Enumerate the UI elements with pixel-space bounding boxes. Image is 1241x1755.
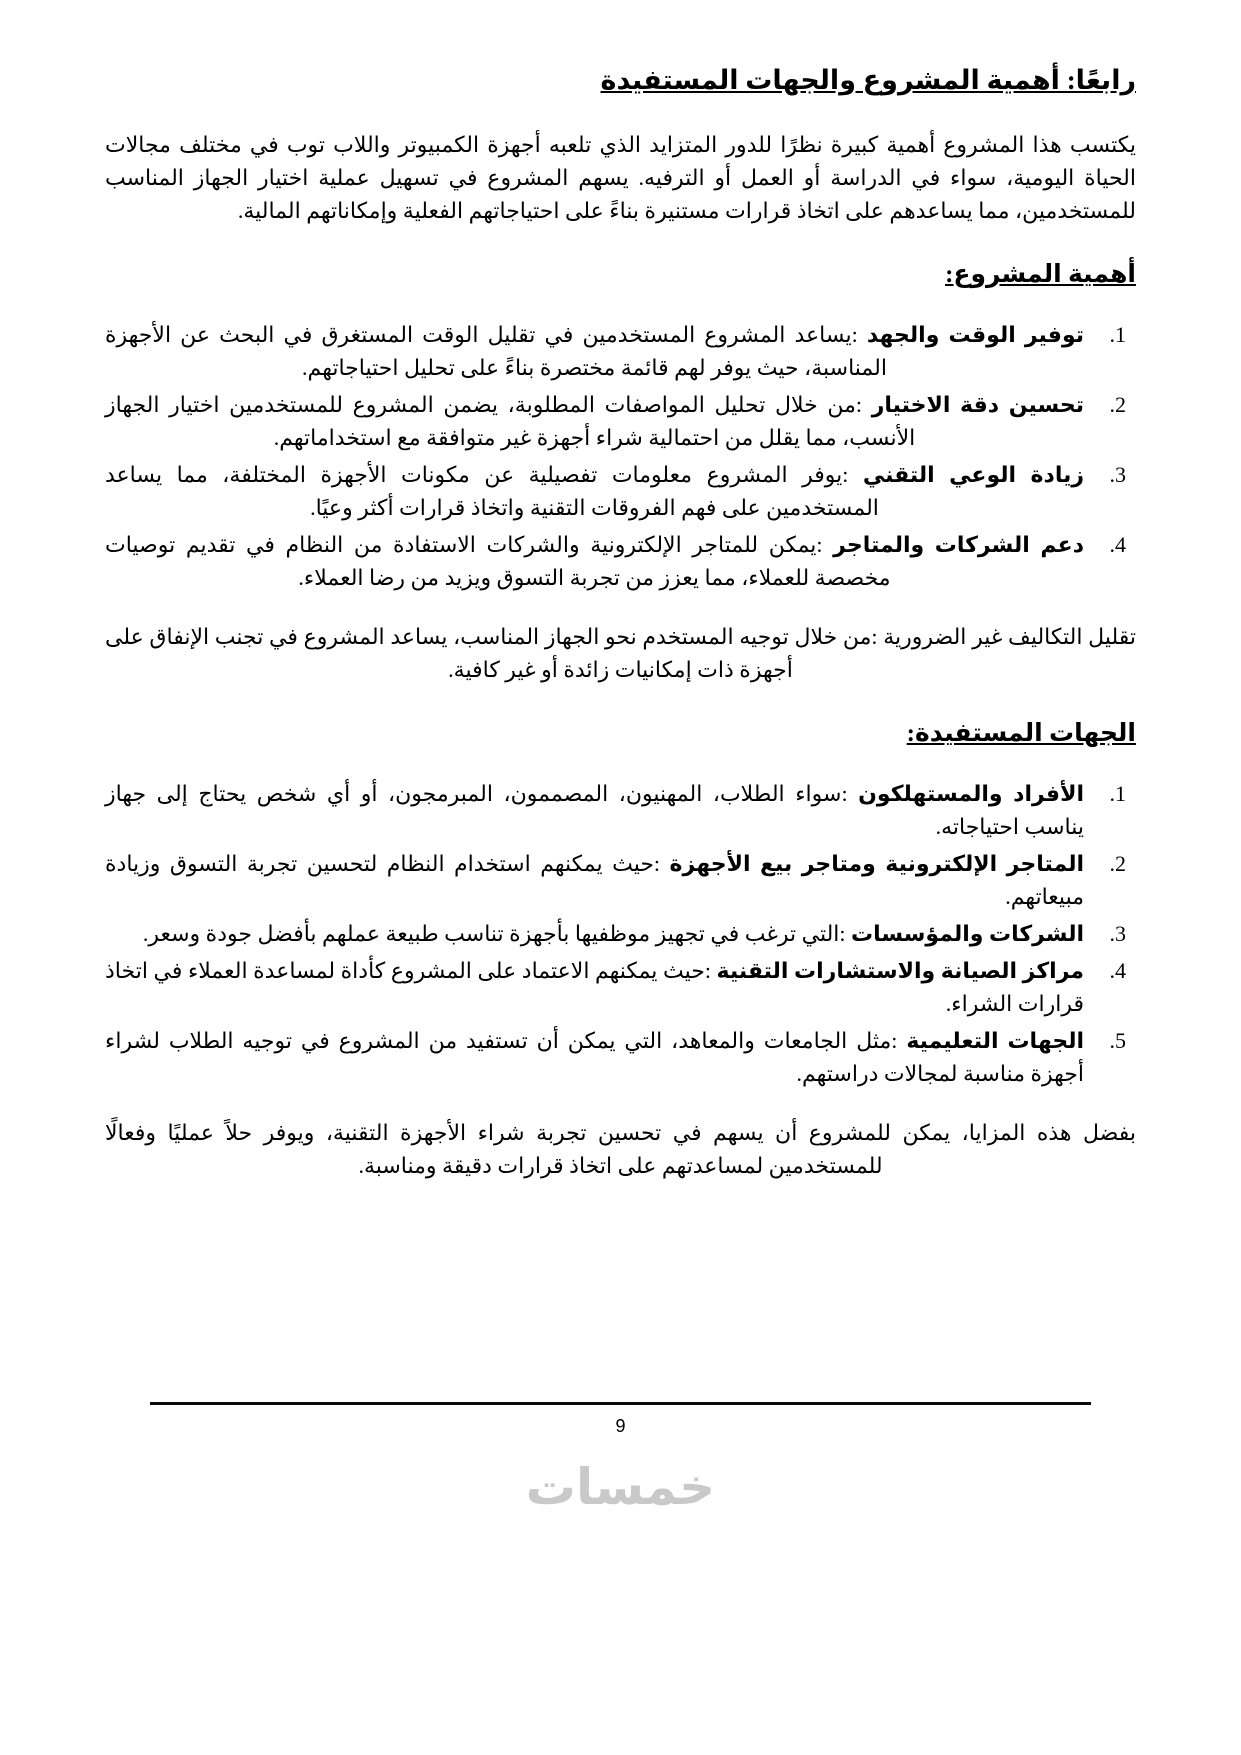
list-item-lead: الجهات التعليمية [906, 1027, 1084, 1053]
list-item-lead: مراكز الصيانة والاستشارات التقنية [716, 957, 1084, 983]
list-item-text: :يوفر المشروع معلومات تفصيلية عن مكونات الأجهزة المختلفة، مما يساعد المستخدمين على فهم الفروقات التقنية واتخاذ قرارات أكثر وعيًا. [105, 461, 879, 520]
list-item [105, 458, 1136, 524]
list-item-lead: الأفراد والمستهلكون [858, 780, 1084, 806]
list-item-text: :مثل الجامعات والمعاهد، التي يمكن أن تستفيد من المشروع في توجيه الطلاب لشراء أجهزة مناسبة لمجالات دراستهم. [105, 1027, 1084, 1086]
list-item-lead: توفير الوقت والجهد [866, 321, 1084, 347]
importance-heading: أهمية المشروع: [945, 260, 1136, 288]
list-item-text: :يساعد المشروع المستخدمين في تقليل الوقت المستغرق في البحث عن الأجهزة المناسبة، حيث يوفر لهم قائمة مختصرة بناءً على تحليل احتياجاتهم. [105, 321, 887, 380]
closing-paragraph: بفضل هذه المزايا، يمكن للمشروع أن يسهم في تحسين تجربة شراء الأجهزة التقنية، ويوفر حلاً عمليًا وفعالًا للمستخدمين لمساعدتهم على اتخاذ قرارات دقيقة ومناسبة. [105, 1119, 1136, 1178]
list-item [105, 1024, 1136, 1090]
list-item [105, 847, 1136, 913]
list-number: 1. [1109, 780, 1126, 806]
list-item-lead: تحسين دقة الاختيار [871, 391, 1084, 417]
list-item-lead: زيادة الوعي التقني [862, 461, 1085, 487]
beneficiaries-list [105, 777, 1136, 1090]
list-item [105, 388, 1136, 454]
list-number: 4. [1109, 957, 1126, 983]
list-number: 2. [1109, 391, 1126, 417]
list-item-text: :حيث يمكنهم الاعتماد على المشروع كأداة لمساعدة العملاء في اتخاذ قرارات الشراء. [105, 957, 1084, 1016]
list-number: 5. [1109, 1027, 1126, 1053]
list-number: 3. [1109, 461, 1126, 487]
list-item [105, 528, 1136, 594]
list-item-text: :التي ترغب في تجهيز موظفيها بأجهزة تناسب طبيعة عملهم بأفضل جودة وسعر. [142, 920, 852, 946]
intro-paragraph: يكتسب هذا المشروع أهمية كبيرة نظرًا للدور المتزايد الذي تلعبه أجهزة الكمبيوتر واللاب توب في مختلف مجالات الحياة اليومية، سواء في الدراسة أو العمل أو الترفيه. يسهم المشروع في تسهيل عملية اختيار الجهاز المناسب للمستخدمين، مما يساعدهم على اتخاذ قرارات مستنيرة بناءً على احتياجاتهم الفعلية وإمكاناتهم المالية. [105, 131, 1136, 223]
list-number: 4. [1109, 531, 1126, 557]
footer-divider-line [150, 1402, 1091, 1405]
list-item [105, 777, 1136, 843]
list-item [105, 954, 1136, 1020]
beneficiaries-heading: الجهات المستفيدة: [906, 719, 1136, 747]
list-item-text: :يمكن للمتاجر الإلكترونية والشركات الاستفادة من النظام في تقديم توصيات مخصصة للعملاء، مما يعزز من تجربة التسوق ويزيد من رضا العملاء. [105, 531, 891, 590]
page-title: رابعًا: أهمية المشروع والجهات المستفيدة [600, 65, 1136, 95]
page-number: 9 [615, 1416, 626, 1436]
list-item-lead: دعم الشركات والمتاجر [833, 531, 1084, 557]
list-item [105, 318, 1136, 384]
list-item-text: :من خلال تحليل المواصفات المطلوبة، يضمن المشروع للمستخدمين اختيار الجهاز الأنسب، مما يقلل من احتمالية شراء أجهزة غير متوافقة مع استخداماتهم. [105, 391, 916, 450]
importance-list [105, 318, 1136, 594]
list-item [105, 917, 1136, 950]
list-number: 1. [1109, 321, 1126, 347]
list-item-text: :حيث يمكنهم استخدام النظام لتحسين تجربة التسوق وزيادة مبيعاتهم. [105, 850, 1084, 909]
list-item-lead: المتاجر الإلكترونية ومتاجر بيع الأجهزة [669, 850, 1084, 876]
list-number: 3. [1109, 920, 1126, 946]
khamsat-watermark-logo: خمسات [525, 1458, 716, 1516]
list-item-lead: الشركات والمؤسسات [851, 920, 1084, 946]
cost-paragraph: تقليل التكاليف غير الضرورية :من خلال توجيه المستخدم نحو الجهاز المناسب، يساعد المشروع في تجنب الإنفاق على أجهزة ذات إمكانيات زائدة أو غير كافية. [105, 623, 1136, 682]
list-item-text: :سواء الطلاب، المهنيون، المصممون، المبرمجون، أو أي شخص يحتاج إلى جهاز يناسب احتياجاته. [105, 780, 1084, 839]
list-number: 2. [1109, 850, 1126, 876]
